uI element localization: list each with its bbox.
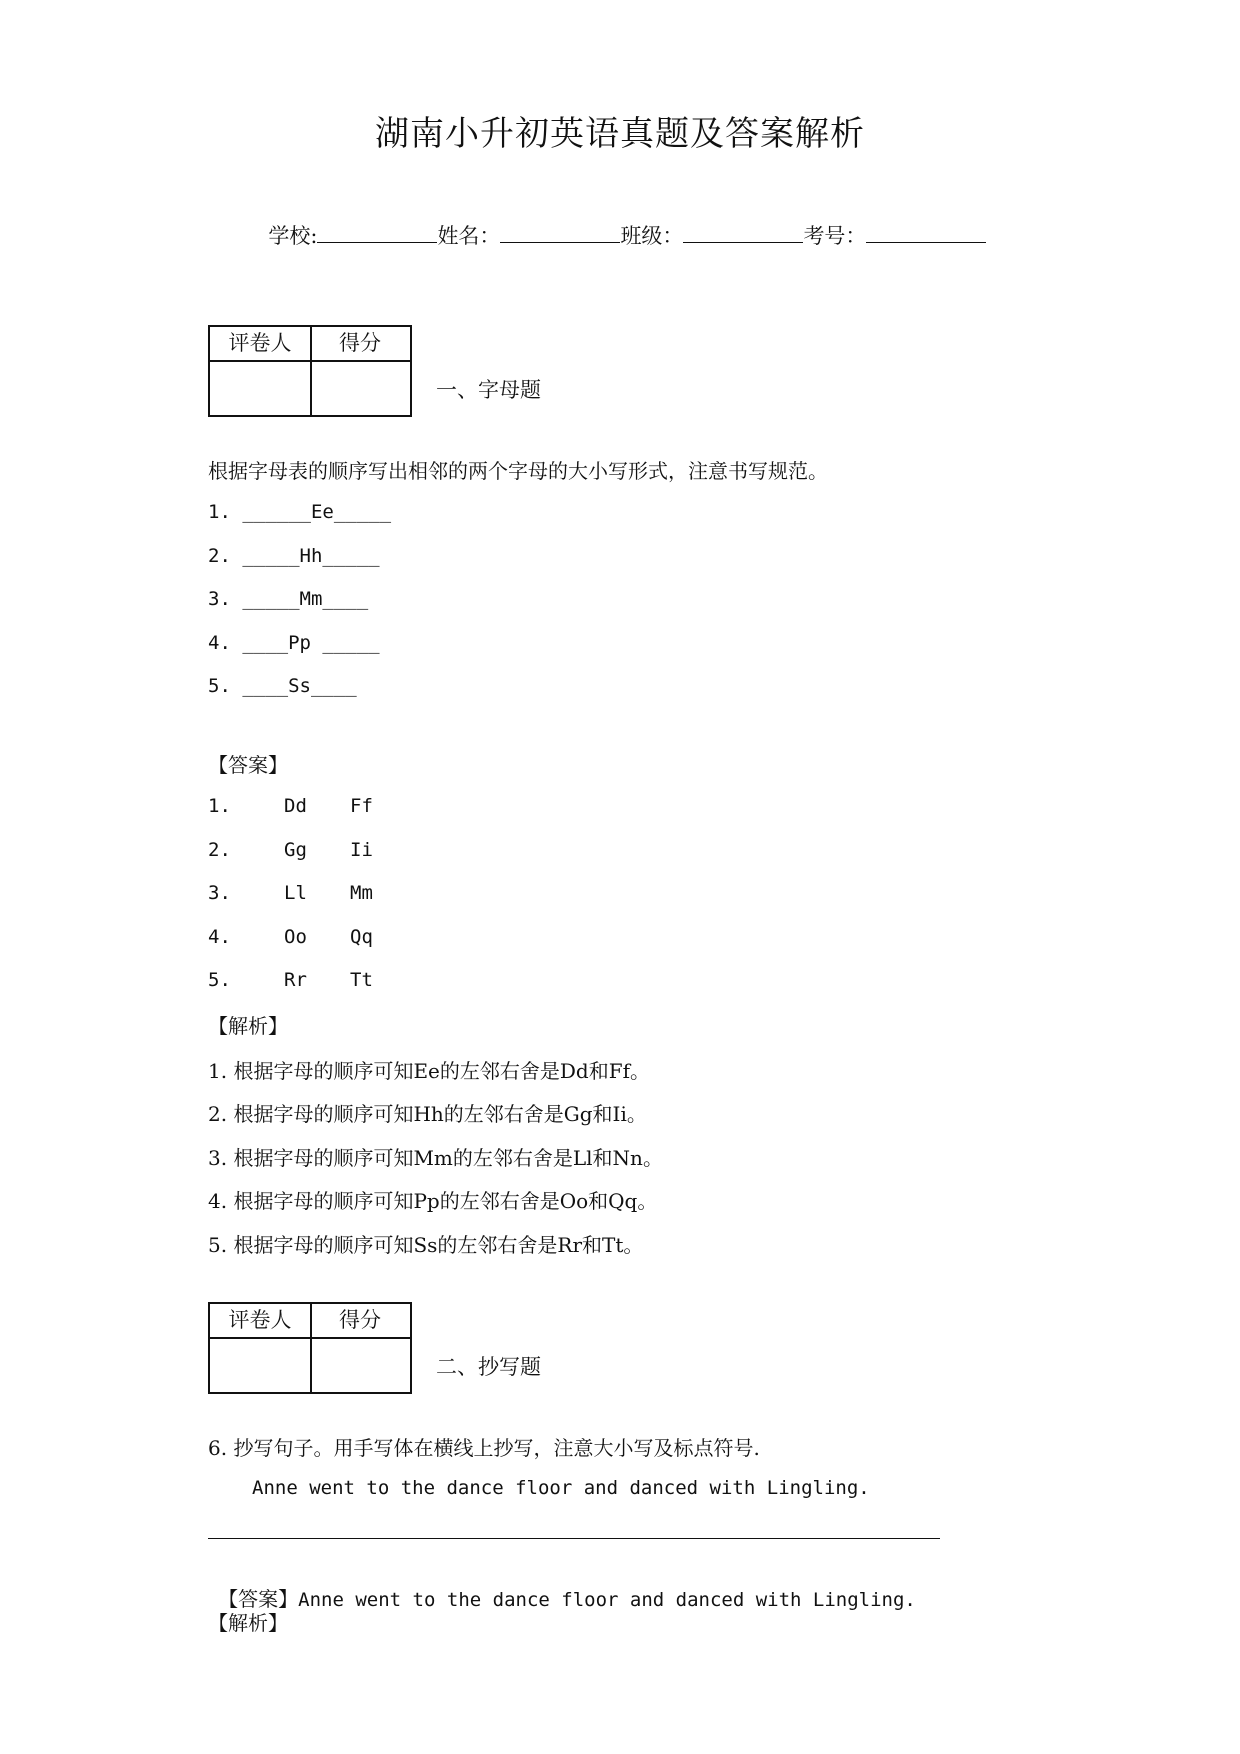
answer-left: Rr [284,969,307,991]
answer-num: 3. [208,882,231,904]
class-label: 班级： [620,224,684,248]
class-blank [683,226,803,243]
question-5: 5. ____Ss____ [208,675,357,697]
score-label: 得分 [339,331,381,355]
id-blank [866,226,986,243]
analysis-label: 【解析】 [208,1611,288,1635]
analysis-line-5: 5. 根据字母的顺序可知Ss的左邻右舍是Rr和Tt。 [208,1233,644,1257]
answer-left: Ll [284,882,307,904]
section-2-answer [208,1564,916,1612]
analysis-label: 【解析】 [208,1014,288,1038]
answer-num: 4. [208,926,231,948]
question-4: 4. ____Pp _____ [208,632,380,654]
school-blank [317,226,437,243]
answer-left: Dd [284,795,307,817]
analysis-line-2: 2. 根据字母的顺序可知Hh的左邻右舍是Gg和Ii。 [208,1102,647,1126]
question-1: 1. ______Ee_____ [208,501,392,523]
answer-right: Qq [350,926,373,948]
answer-label: 【答案】 [218,1587,299,1611]
student-info-line [255,196,986,250]
answer-num: 2. [208,839,231,861]
section-1-instruction: 根据字母表的顺序写出相邻的两个字母的大小写形式，注意书写规范。 [208,459,828,483]
question-6: 6. 抄写句子。用手写体在横线上抄写，注意大小写及标点符号. [208,1436,760,1460]
answer-left: Oo [284,926,307,948]
answer-left: Gg [284,839,307,861]
answer-right: Ii [350,839,373,861]
name-blank [500,226,620,243]
score-box-1 [208,325,412,417]
answer-text: Anne went to the dance floor and danced with Lingling. [298,1589,916,1611]
id-label: 考号： [803,224,867,248]
score-label: 得分 [339,1308,381,1332]
page-title: 湖南小升初英语真题及答案解析 [375,114,865,154]
answer-label: 【答案】 [208,753,288,777]
reviewer-label: 评卷人 [228,331,292,355]
question-2: 2. _____Hh_____ [208,545,380,567]
answer-right: Mm [350,882,373,904]
analysis-line-3: 3. 根据字母的顺序可知Mm的左邻右舍是Ll和Nn。 [208,1146,663,1170]
section-1-heading: 一、字母题 [436,378,541,402]
copy-sentence: Anne went to the dance floor and danced with Lingling. [252,1477,870,1499]
school-label: 学校: [268,224,318,248]
score-box-2 [208,1302,412,1394]
name-label: 姓名： [437,224,501,248]
copy-writing-line [208,1538,940,1539]
analysis-line-4: 4. 根据字母的顺序可知Pp的左邻右舍是Oo和Qq。 [208,1189,658,1213]
question-3: 3. _____Mm____ [208,588,369,610]
answer-right: Tt [350,969,373,991]
answer-right: Ff [350,795,373,817]
reviewer-label: 评卷人 [228,1308,292,1332]
section-2-heading: 二、抄写题 [436,1355,541,1379]
analysis-line-1: 1. 根据字母的顺序可知Ee的左邻右舍是Dd和Ff。 [208,1059,650,1083]
answer-num: 1. [208,795,231,817]
answer-num: 5. [208,969,231,991]
